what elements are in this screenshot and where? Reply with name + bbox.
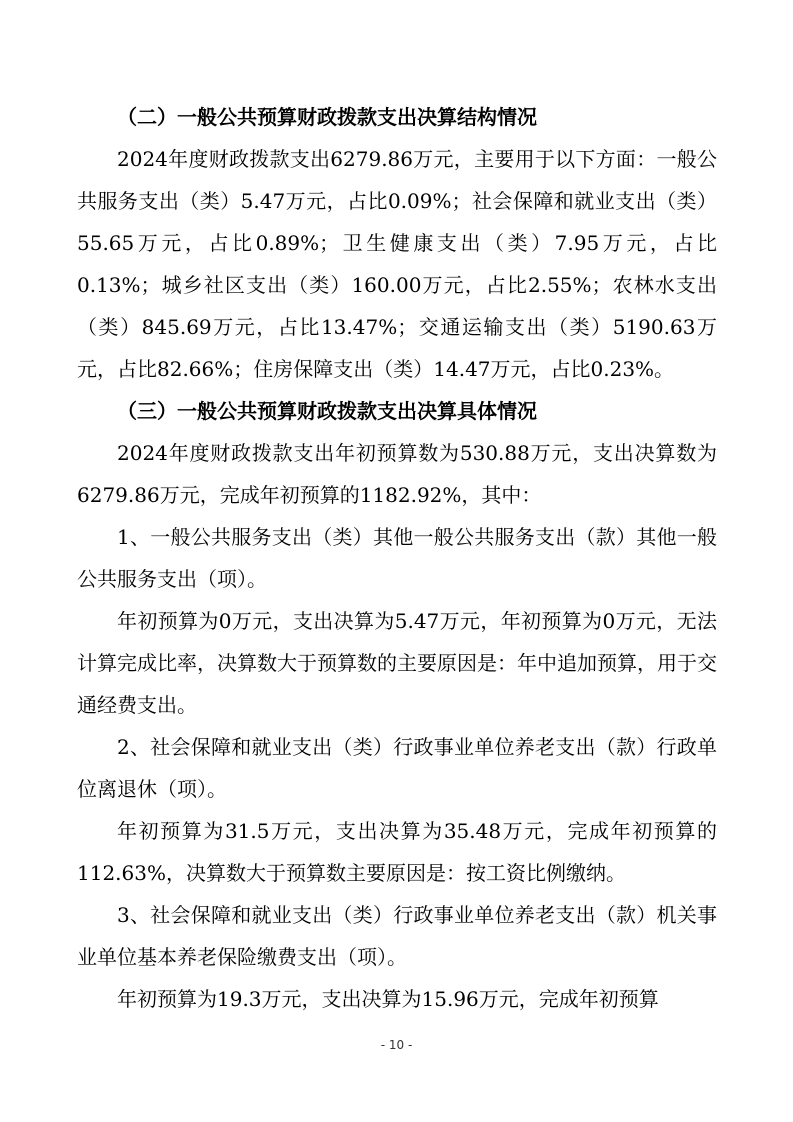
- item-title: 2、社会保障和就业支出（类）行政事业单位养老支出（款）行政单位离退休（项）。: [77, 735, 717, 801]
- section-heading-detail: （三）一般公共预算财政拨款支出决算具体情况: [117, 399, 537, 423]
- item-title: 1、一般公共服务支出（类）其他一般公共服务支出（款）其他一般公共服务支出（项）。: [77, 525, 717, 591]
- document-page: [77, 96, 717, 1020]
- item-text: 年初预算为19.3万元，支出决算为15.96万元，完成年初预算: [117, 987, 659, 1011]
- paragraph-detail-intro: 2024年度财政拨款支出年初预算数为530.88万元，支出决算数为6279.86万元，完成年初预算的1182.92%，其中：: [77, 441, 717, 507]
- item-text: 年初预算为0万元，支出决算为5.47万元，年初预算为0万元，无法计算完成比率，决算数大于预算数的主要原因是：年中追加预算，用于交通经费支出。: [77, 609, 717, 717]
- paragraph-structure: 2024年度财政拨款支出6279.86万元，主要用于以下方面：一般公共服务支出（类）5.47万元，占比0.09%；社会保障和就业支出（类）55.65万元，占比0.89%；卫生健康支出（类）7.95万元，占比0.13%；城乡社区支出（类）160.00万元，占比2.55%；农林水支出（类）845.69万元，占比13.47%；交通运输支出（类）5190.63万元，占比82.66%；住房保障支出（类）14.47万元，占比0.23%。: [77, 147, 717, 381]
- item-title: 3、社会保障和就业支出（类）行政事业单位养老支出（款）机关事业单位基本养老保险缴费支出（项）。: [77, 903, 717, 969]
- section-heading-structure: （二）一般公共预算财政拨款支出决算结构情况: [117, 105, 537, 129]
- page-number: - 10 -: [380, 1038, 413, 1052]
- item-text: 年初预算为31.5万元，支出决算为35.48万元，完成年初预算的112.63%，决算数大于预算数主要原因是：按工资比例缴纳。: [77, 819, 717, 885]
